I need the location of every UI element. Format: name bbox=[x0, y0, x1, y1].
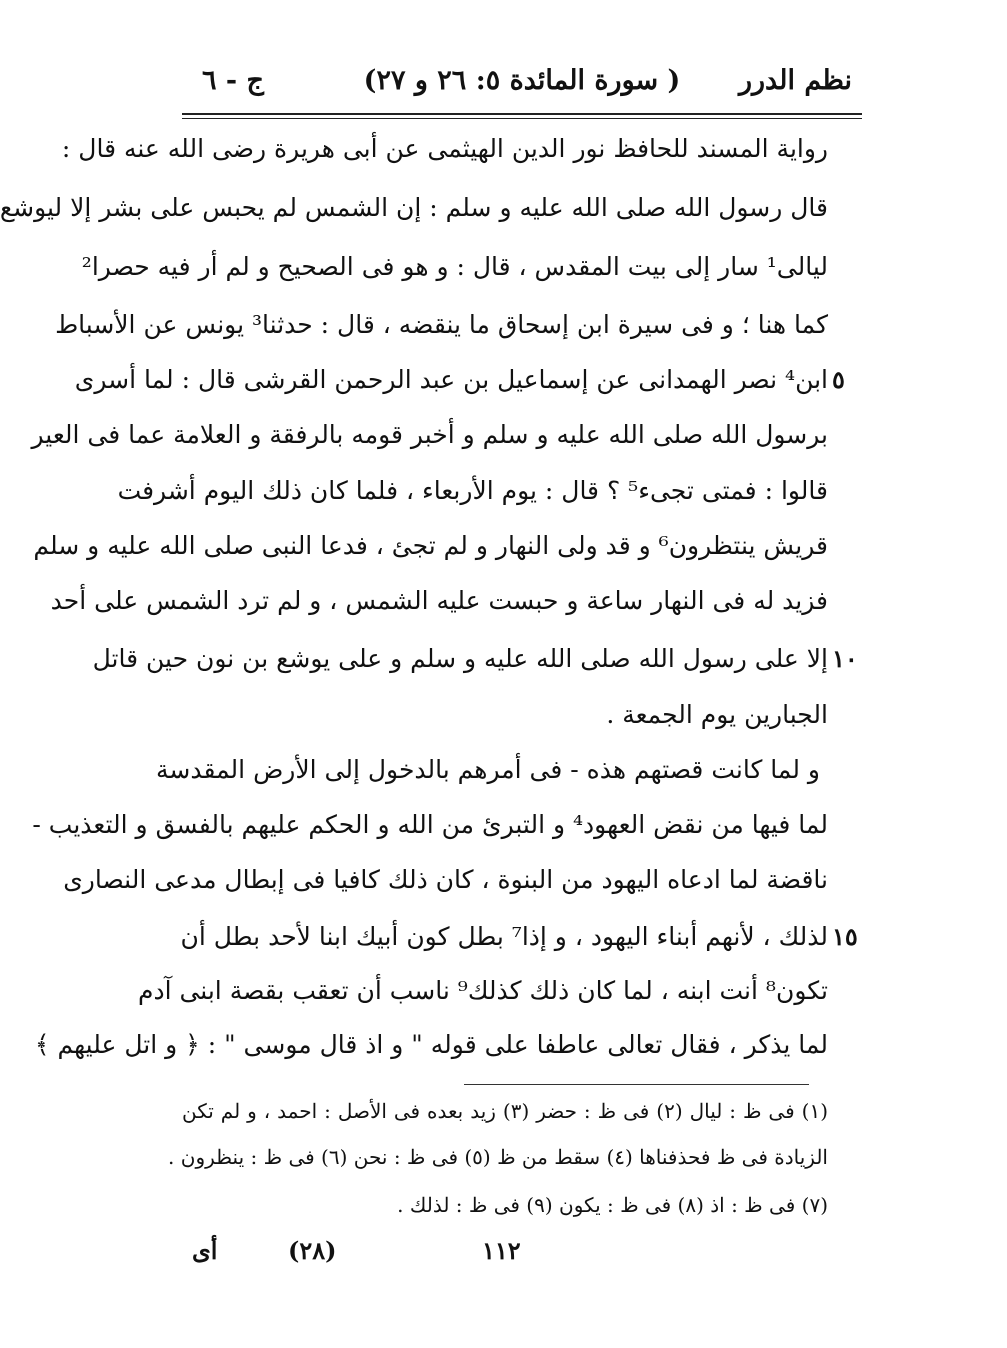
text-line: و لما كانت قصتهم هذه - فى أمرهم بالدخول إلى الأرض المقدسة bbox=[155, 755, 820, 784]
text-line: إلا على رسول الله صلى الله عليه و سلم و على يوشع بن نون حين قاتل bbox=[92, 644, 828, 673]
volume-number: ج - ٦ bbox=[202, 65, 264, 96]
text-line: ابن⁴ نصر الهمدانى عن إسماعيل بن عبد الرحمن القرشى قال : لما أسرى bbox=[74, 365, 828, 394]
text-line: كما هنا ؛ و فى سيرة ابن إسحاق ما ينقضه ، قال : حدثنا³ يونس عن الأسباط bbox=[55, 310, 828, 339]
text-line: لما فيها من نقض العهود⁴ و التبرئ من الله و الحكم عليهم بالفسق و التعذيب - bbox=[32, 810, 828, 839]
page-header bbox=[182, 58, 862, 102]
footnote-rule bbox=[464, 1084, 809, 1085]
surah-reference: ( سورة المائدة ٥: ٢٦ و ٢٧) bbox=[363, 65, 681, 96]
line-number-10: ١٠ bbox=[832, 644, 858, 673]
text-line: الجبارين يوم الجمعة . bbox=[606, 700, 828, 729]
footnote-line: (٧) فى ظ : اذ (٨) فى ظ : يكون (٩) فى ظ : لذلك . bbox=[397, 1193, 828, 1217]
header-rule bbox=[182, 113, 862, 115]
text-line: قريش ينتظرون⁶ و قد ولى النهار و لم تجئ ، فدعا النبى صلى الله عليه و سلم bbox=[33, 531, 828, 560]
text-line: فزيد له فى النهار ساعة و حبست عليه الشمس ، و لم ترد الشمس على أحد bbox=[50, 586, 828, 615]
signature-mark: (٢٨) bbox=[288, 1236, 337, 1265]
text-line: ليالى¹ سار إلى بيت المقدس ، قال : و هو فى الصحيح و لم أر فيه حصرا² bbox=[81, 252, 828, 281]
page-number: ١١٢ bbox=[482, 1236, 521, 1265]
text-line: لذلك ، لأنهم أبناء اليهود ، و إذا⁷ بطل كون أبيك ابنا لأحد بطل أن bbox=[180, 922, 828, 951]
line-number-15: ١٥ bbox=[832, 922, 858, 951]
footnote-line: الزيادة فى ظ فحذفناها (٤) سقط من ظ (٥) فى ظ : نحن (٦) فى ظ : ينظرون . bbox=[168, 1145, 828, 1169]
text-line: قال رسول الله صلى الله عليه و سلم : إن الشمس لم يحبس على بشر إلا ليوشع bbox=[0, 193, 828, 222]
text-line: قالوا : فمتى تجىء⁵ ؟ قال : يوم الأربعاء ، فلما كان ذلك اليوم أشرفت bbox=[117, 476, 828, 505]
line-number-5: ٥ bbox=[832, 365, 845, 394]
header-rule-thin bbox=[182, 118, 862, 119]
text-line: برسول الله صلى الله عليه و سلم و أخبر قومه بالرفقة و العلامة عما فى العير bbox=[31, 420, 828, 449]
text-line: لما يذكر ، فقال تعالى عاطفا على قوله " و اذ قال موسى " : ﴿ و اتل عليهم ﴾ bbox=[34, 1030, 828, 1059]
footnote-line: (١) فى ظ : ليال (٢) فى ظ : حضر (٣) زيد بعده فى الأصل : احمد ، و لم تكن bbox=[182, 1099, 828, 1123]
text-line: تكون⁸ أنت ابنه ، لما كان ذلك كذلك⁹ ناسب أن تعقب بقصة ابنى آدم bbox=[137, 976, 828, 1005]
catchword: أى bbox=[192, 1236, 218, 1265]
text-line: ناقضة لما ادعاه اليهود من البنوة ، كان ذلك كافيا فى إبطال مدعى النصارى bbox=[63, 865, 828, 894]
book-title: نظم الدرر bbox=[738, 65, 852, 96]
text-line: رواية المسند للحافظ نور الدين الهيثمى عن أبى هريرة رضى الله عنه قال : bbox=[61, 134, 828, 163]
